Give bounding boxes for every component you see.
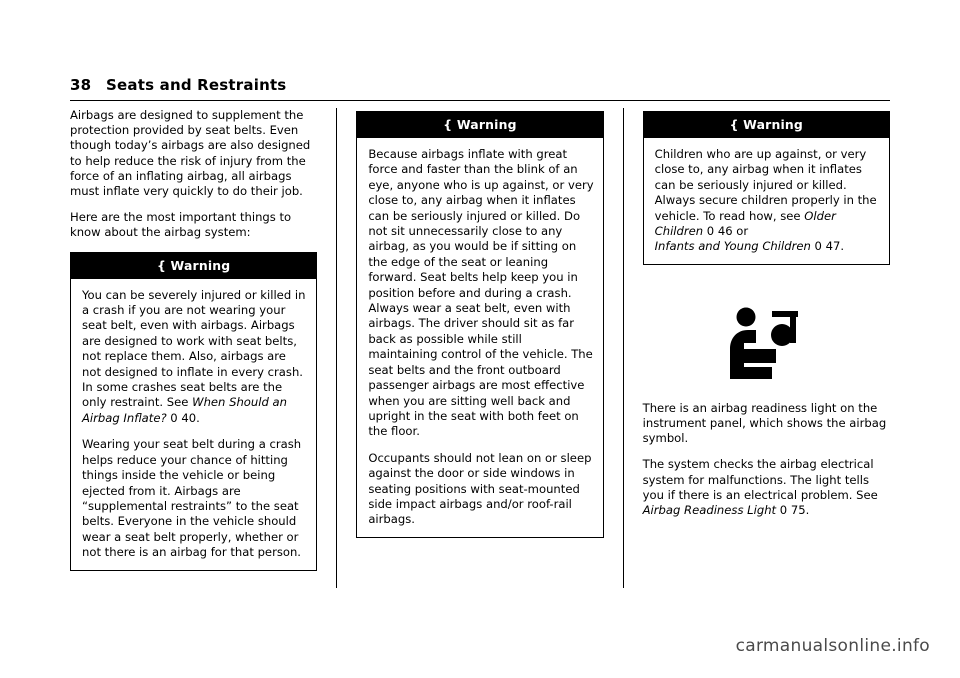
cross-reference-page-1: 0 46 or xyxy=(703,224,749,239)
warning-label: Warning xyxy=(170,257,231,273)
column-one xyxy=(70,108,317,588)
warning-text xyxy=(655,147,880,255)
warning-text-run: Children who are up against, or very close to, any airbag when it inflates can be seriously injured or killed. Always secure children properly in the vehicle. To read how, see xyxy=(654,147,877,223)
warning-text xyxy=(82,288,307,427)
warning-triangle-icon: { xyxy=(729,117,739,132)
column-three xyxy=(643,108,890,588)
cross-reference-page-readiness: 0 75. xyxy=(776,503,810,518)
column-divider-2 xyxy=(623,108,624,588)
readiness-light-paragraph: There is an airbag readiness light on the instrument panel, which shows the airbag symbol. xyxy=(642,400,887,446)
page-columns xyxy=(70,108,890,588)
warning-text-run: You can be severely injured or killed in a crash if you are not wearing your seat belt, even with airbags. Airbags are designed to work with seat belts, not replace them. Also, airbags are not designed to inflate in every crash. In some crashes seat belts are the only restraint. See xyxy=(82,287,306,410)
warning-body xyxy=(357,138,602,537)
cross-reference-page-number-1: 46 or xyxy=(714,224,749,239)
watermark: carmanualsonline.info xyxy=(735,636,930,656)
cross-reference-page: 0 40. xyxy=(166,410,200,425)
system-check-run: The system checks the airbag electrical system for malfunctions. The light tells you if there is an electrical problem. See xyxy=(642,457,878,502)
warning-box-seat-belts xyxy=(70,252,317,571)
warning-header xyxy=(357,112,602,138)
cross-reference-title-readiness-light: Airbag Readiness Light xyxy=(642,503,777,518)
warning-label: Warning xyxy=(743,117,803,132)
cross-reference-title: When Should an Airbag Inflate? xyxy=(82,395,287,425)
system-check-paragraph xyxy=(643,457,890,518)
warning-text: Because airbags inflate with great force and faster than the blink of an eye, anyone who is up against, or very close to, any airbag when it inflates can be seriously injured or killed. Do not sit unnecessarily close to any airbag, as you would be if sitting on the edge of the seat or leaning forward. Seat belts help keep you in position before and during a crash. Always wear a seat belt, even with airbags. The driver should sit as far back as possible while still maintaining control of the vehicle. The seat belts and the front outboard passenger airbags are most effective when you are sitting well back and upright in the seat with both feet on the floor. xyxy=(368,147,594,439)
warning-body xyxy=(644,138,889,264)
warning-box-children xyxy=(643,111,890,265)
cross-reference-title-older-children: Older Children xyxy=(654,208,836,239)
chapter-title: Seats and Restraints xyxy=(106,76,287,94)
cross-reference-page-2: 0 47. xyxy=(810,239,845,254)
warning-text-2: Occupants should not lean on or sleep against the door or side windows in seating positions with seat-mounted side impact airbags and/or roof-rail airbags. xyxy=(368,450,592,527)
warning-header xyxy=(644,112,889,138)
page-header xyxy=(70,76,890,101)
column-two xyxy=(356,108,603,588)
cross-reference-title-infants: Infants and Young Children xyxy=(654,239,811,254)
warning-header xyxy=(71,253,316,279)
warning-triangle-icon: { xyxy=(443,117,453,132)
page-number: 38 xyxy=(70,76,92,94)
warning-text-2: Wearing your seat belt during a crash helps reduce your chance of hitting things inside the vehicle or being ejected from it. Airbags are “supplemental restraints” to the seat belts. Everyone in the vehicle should wear a seat belt properly, whether or not there is an airbag for that person. xyxy=(82,437,302,560)
intro-paragraph-2: Here are the most important things to know about the airbag system: xyxy=(70,210,292,240)
cross-reference-page-number: 40. xyxy=(177,410,200,425)
column-divider-1 xyxy=(336,108,337,588)
warning-triangle-icon: { xyxy=(156,257,166,273)
airbag-readiness-symbol-icon xyxy=(643,305,890,379)
cross-reference-page-number-readiness: 75. xyxy=(787,503,810,518)
cross-reference-page-number-2: 47. xyxy=(821,239,845,254)
warning-box-inflation-force xyxy=(356,111,603,538)
header-divider xyxy=(70,100,890,101)
intro-paragraph: Airbags are designed to supplement the protection provided by seat belts. Even though today’s airbags are also designed to help reduce the risk of injury from the force of an inflating airbag, all airbags must inflate very quickly to do their job. xyxy=(70,108,311,199)
warning-label: Warning xyxy=(456,117,517,132)
warning-body xyxy=(71,279,316,570)
header-line xyxy=(70,76,890,94)
